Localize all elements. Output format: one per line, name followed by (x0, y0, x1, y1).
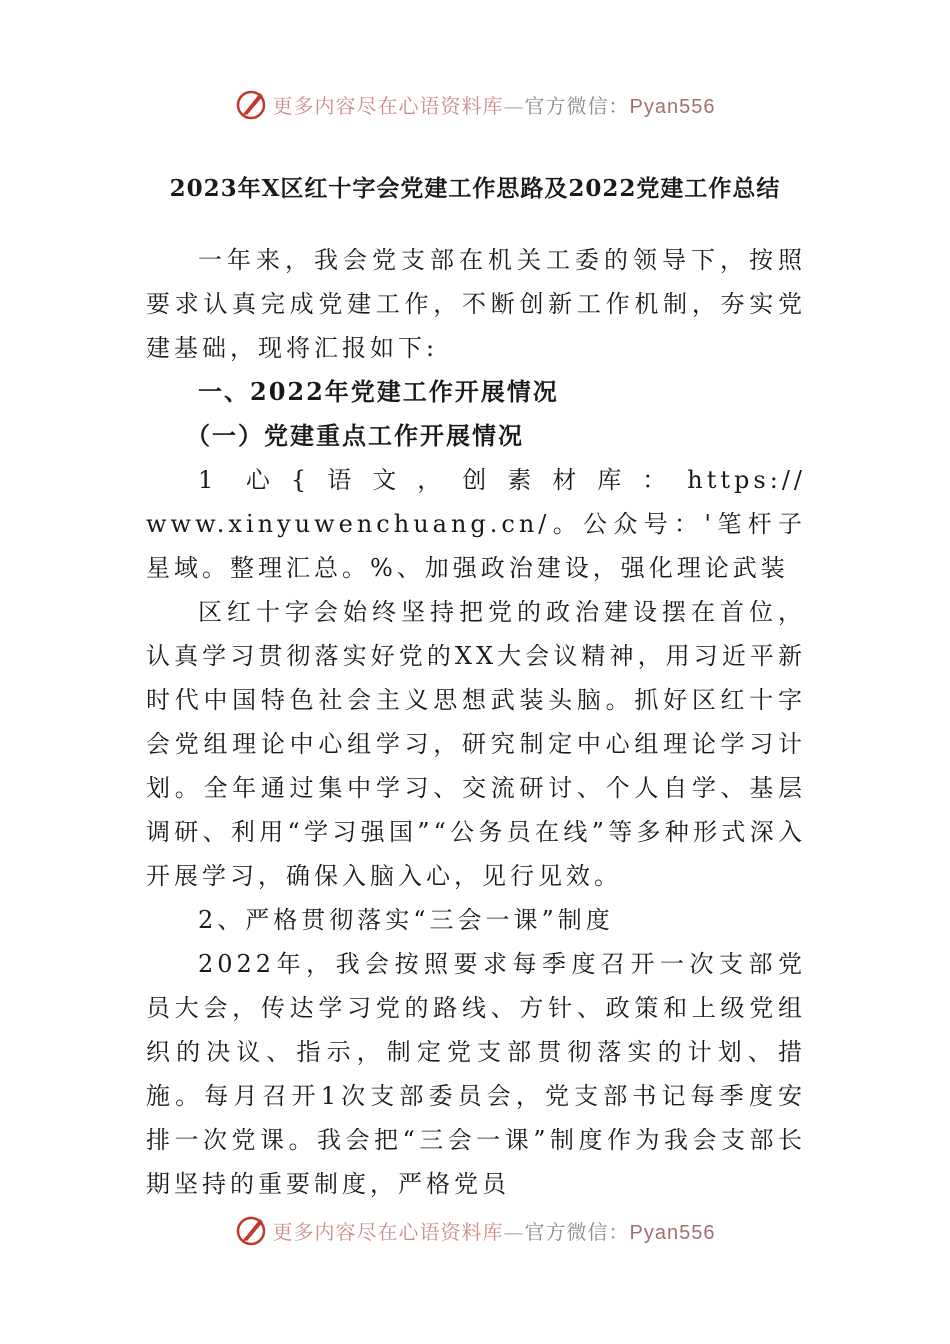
section-1-heading: 一、2022年党建工作开展情况 (198, 377, 559, 406)
political-paragraph: 区红十字会始终坚持把党的政治建设摆在首位，认真学习贯彻落实好党的XX大会议精神，用习近平新时代中国特色社会主义思想武装头脑。抓好区红十字会党组理论中心组学习，研究制定中心组理论学习计划。全年通过集中学习、交流研讨、个人自学、基层调研、利用“学习强国”“公务员在线”等多种形式深入开展学习，确保入脑入心，见行见效。 (146, 598, 806, 890)
watermark-wechat-id: Pyan556 (629, 1221, 716, 1244)
item-1-line-b: www.xinyuwenchuang.cn/。公众号：'笔杆子星域。整理汇总。%、加强政治建设，强化理论武装 (146, 510, 806, 582)
quill-pen-logo-icon (235, 87, 269, 121)
item-2-heading: 2、严格贯彻落实“三会一课”制度 (198, 906, 614, 934)
item-1-line-a: 1 心{语文，创素材库：https:// (198, 466, 806, 494)
footer-watermark (0, 1210, 950, 1250)
watermark-site-text: 更多内容尽在心语资料库 (272, 93, 504, 118)
watermark-wechat-id: Pyan556 (629, 95, 716, 118)
subsection-1-heading: （一）党建重点工作开展情况 (186, 421, 524, 450)
quill-pen-logo-icon (235, 1213, 269, 1247)
watermark-site-text: 更多内容尽在心语资料库 (272, 1219, 504, 1244)
watermark-dash: — (503, 93, 525, 118)
watermark-dash: — (503, 1219, 525, 1244)
watermark-wechat-label: 官方微信： (524, 93, 630, 118)
meetings-paragraph: 2022年，我会按照要求每季度召开一次支部党员大会，传达学习党的路线、方针、政策和上级党组织的决议、指示，制定党支部贯彻落实的计划、措施。每月召开1次支部委员会，党支部书记每季度安排一次党课。我会把“三会一课”制度作为我会支部长期坚持的重要制度，严格党员 (146, 950, 806, 1198)
document-body (146, 238, 806, 1206)
intro-paragraph: 一年来，我会党支部在机关工委的领导下，按照要求认真完成党建工作，不断创新工作机制，夯实党建基础，现将汇报如下: (146, 246, 806, 362)
header-watermark (0, 84, 950, 124)
document-title: 2023年X区红十字会党建工作思路及2022党建工作总结 (169, 175, 781, 202)
watermark-wechat-label: 官方微信： (524, 1219, 630, 1244)
